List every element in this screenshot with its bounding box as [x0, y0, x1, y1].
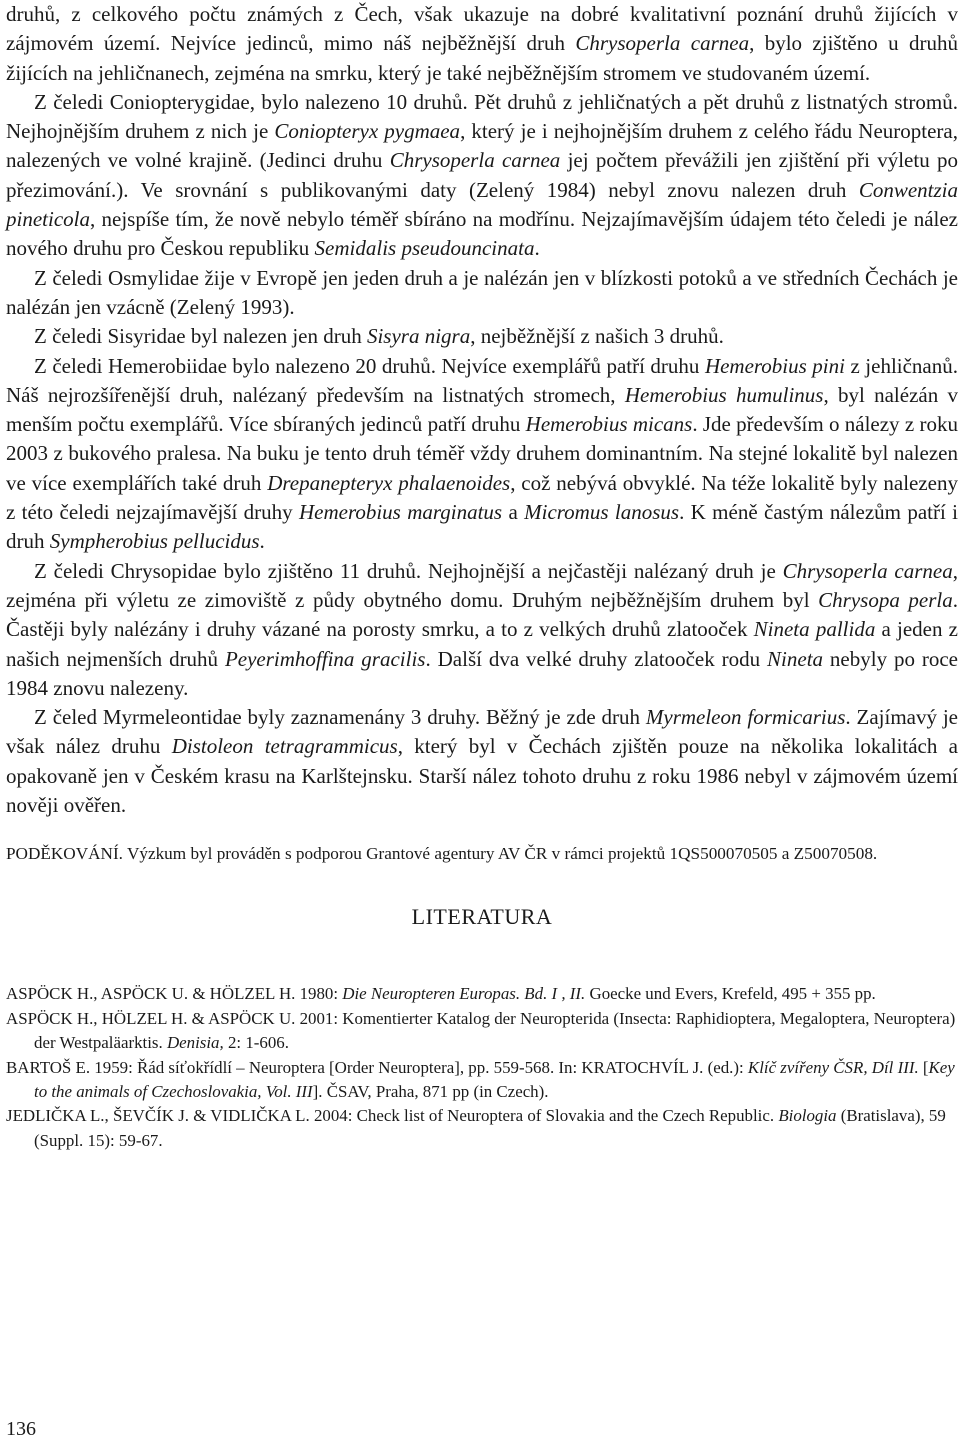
italic-run: Klíč zvířeny ČSR, Díl III. — [747, 1057, 919, 1077]
italic-run: Coniopteryx pygmaea — [274, 119, 461, 144]
page-number: 136 — [6, 1418, 36, 1440]
text-run: (Bratislava), 59 (Suppl. 15): 59-67. — [34, 1106, 946, 1150]
text-run: Z čeledi Hemerobiidae bylo nalezeno 20 druhů. Nejvíce exemplářů patří druhu — [34, 353, 705, 378]
body-text — [6, 0, 958, 820]
text-run: nebyly po roce 1984 znovu nalezeny. — [6, 646, 958, 700]
italic-run: Semidalis pseudouncinata — [314, 236, 535, 261]
paragraph — [6, 0, 958, 88]
italic-run: Biologia — [778, 1106, 837, 1126]
italic-run: Die Neuropteren Europas. Bd. I , II. — [342, 984, 586, 1004]
text-run: PODĚKOVÁNÍ. Výzkum byl prováděn s podporou Grantové agentury AV ČR v rámci projektů 1QS500070505 a Z50070508. — [6, 844, 878, 864]
literature-heading: LITERATURA — [411, 904, 553, 930]
text-run: Z čeledi Chrysopidae bylo zjištěno 11 druhů. Nejhojnější a nejčastěji nalézaný druh je — [34, 558, 783, 583]
acknowledgement — [6, 842, 958, 866]
italic-run: Drepanepteryx phalaenoides — [267, 470, 511, 495]
reference-entry — [6, 1104, 958, 1153]
paragraph — [6, 264, 958, 323]
text-run: BARTOŠ E. 1959: Řád síťokřídlí – Neuroptera [Order Neuroptera], pp. 559-568. In: KRATOCHVÍL J. (ed.): — [6, 1057, 748, 1077]
text-run: , což nebývá obvyklé. Na téže lokalitě byly nalezeny z této čeledi nejzajímavější druhy — [6, 470, 959, 525]
text-run: Z čeledi Osmylidae žije v Evropě jen jeden druh a je nalézán jen v blízkosti potoků a ve středních Čechách je nalézán jen vzácně (Zelený 1993). — [6, 265, 958, 319]
italic-run: Hemerobius micans — [525, 412, 693, 437]
text-run: JEDLIČKA L., ŠEVČÍK J. & VIDLIČKA L. 2004: Check list of Neuroptera of Slovakia and the Czech Republic. — [6, 1106, 779, 1126]
italic-run: Chrysopa perla — [818, 587, 953, 612]
reference-entry — [6, 982, 958, 1006]
text-run: , který je i nejhojnějším druhem z celého řádu Neuroptera, nalezených ve volné krajině. (Jedinci druhu — [6, 119, 958, 173]
text-run: Z čeledi Coniopterygidae, bylo nalezeno 10 druhů. Pět druhů z jehličnatých a pět druhů z listnatých stromů. Nejhojnějším druhem z nich je — [6, 89, 958, 144]
text-run: , který byl v Čechách zjištěn pouze na několika lokalitách a opakovaně jen v Českém krasu na Karlštejnsku. Starší nález tohoto druhu z roku 1986 nebyl v zájmovém území nověji ověřen. — [6, 734, 959, 818]
italic-run: Hemerobius marginatus — [298, 500, 503, 525]
text-run: Goecke und Evers, Krefeld, 495 + 355 pp. — [585, 984, 876, 1004]
reference-entry — [6, 1007, 958, 1056]
text-run: z jehličnanů. Náš nejrozšířenější druh, nalézaný především na listnatých stromech, — [6, 353, 959, 407]
text-run: 2: 1-606. — [223, 1033, 289, 1053]
text-run: . Zajímavý je však nález druhu — [6, 705, 959, 759]
text-run: , zejména při výletu ze zimoviště z půdy obytného domu. Druhým nejběžnějším druhem byl — [6, 558, 958, 612]
page — [6, 0, 958, 1153]
reference-entry — [6, 1056, 958, 1105]
paragraph — [6, 322, 958, 351]
text-run: a jeden z našich nejmenších druhů — [6, 617, 959, 671]
italic-run: Chrysoperla carnea — [575, 31, 750, 56]
italic-run: Sympherobius pellucidus — [49, 529, 260, 554]
text-run: [ — [918, 1057, 929, 1077]
text-run: . Další dva velké druhy zlatooček rodu — [425, 646, 768, 671]
text-run: jej počtem převážili jen zjištění při výletu po přezimování.). Ve srovnání s publikovanými daty (Zelený 1984) nebyl znovu nalezen druh — [6, 148, 958, 202]
paragraph — [6, 703, 958, 820]
italic-run: Denisia, — [166, 1033, 224, 1053]
text-run: . — [534, 236, 540, 261]
text-run: Z čeledi Sisyridae byl nalezen jen druh — [34, 324, 367, 349]
text-run: . Jde především o nálezy z roku 2003 z bukového pralesa. Na buku je tento druh téměř vždy druhem dominantním. Na stejné lokalitě byl nalezen ve více exemplářích také druh — [6, 412, 958, 495]
text-run: ASPÖCK H., HÖLZEL H. & ASPÖCK U. 2001: Komentierter Katalog der Neuropterida (Insecta: Raphidioptera, Megaloptera, Neuroptera) der Westpaläarktis. — [6, 1008, 956, 1053]
text-run: , byl nalézán v menším počtu exemplářů. Více sbíraných jedinců patří druhu — [6, 382, 958, 437]
text-run: ASPÖCK H., ASPÖCK U. & HÖLZEL H. 1980: — [6, 984, 343, 1004]
italic-run: Myrmeleon formicarius — [645, 705, 846, 730]
paragraph — [6, 88, 958, 264]
italic-run: Conwentzia pineticola — [6, 177, 958, 232]
paragraph — [6, 352, 958, 557]
italic-run: Hemerobius humulinus — [624, 382, 824, 407]
italic-run: Peyerimhoffina gracilis — [224, 646, 426, 671]
text-run: ]. ČSAV, Praha, 871 pp (in Czech). — [312, 1081, 549, 1101]
text-run: , nejspíše tím, že nově nebylo téměř sbíráno na modřínu. Nejzajímavějším údajem této čeledi je nález nového druhu pro Českou republiku — [6, 207, 958, 261]
italic-run: Nineta pallida — [753, 617, 876, 642]
italic-run: Nineta — [767, 646, 824, 671]
italic-run: Chrysoperla carnea — [389, 148, 561, 173]
text-run: . K méně častým nálezům patří i druh — [6, 500, 958, 554]
text-run: , nejběžnější z našich 3 druhů. — [470, 324, 724, 349]
italic-run: Distoleon tetragrammicus — [171, 734, 398, 759]
text-run: a — [502, 500, 525, 525]
italic-run: Chrysoperla carnea — [782, 558, 953, 583]
text-run: . — [259, 529, 265, 554]
italic-run: Hemerobius pini — [704, 353, 845, 378]
text-run: . Častěji byly nalézány i druhy vázané na porosty smrku, a to z velkých druhů zlatooček — [6, 587, 959, 642]
paragraph — [6, 557, 958, 703]
text-run: , bylo zjištěno u druhů žijících na jehličnanech, zejména na smrku, který je také nejběžnějším stromem ve studovaném území. — [6, 31, 958, 85]
text-run: Z čeled Myrmeleontidae byly zaznamenány 3 druhy. Běžný je zde druh — [34, 705, 646, 730]
italic-run: Key to the animals of Czechoslovakia, Vol. III — [34, 1057, 955, 1101]
text-run: druhů, z celkového počtu známých z Čech, však ukazuje na dobré kvalitativní poznání druhů žijících v zájmovém území. Nejvíce jedinců, mimo náš nejběžnější druh — [6, 2, 958, 56]
references-list — [6, 982, 958, 1153]
italic-run: Micromus lanosus — [524, 500, 680, 525]
italic-run: Sisyra nigra — [366, 324, 471, 349]
